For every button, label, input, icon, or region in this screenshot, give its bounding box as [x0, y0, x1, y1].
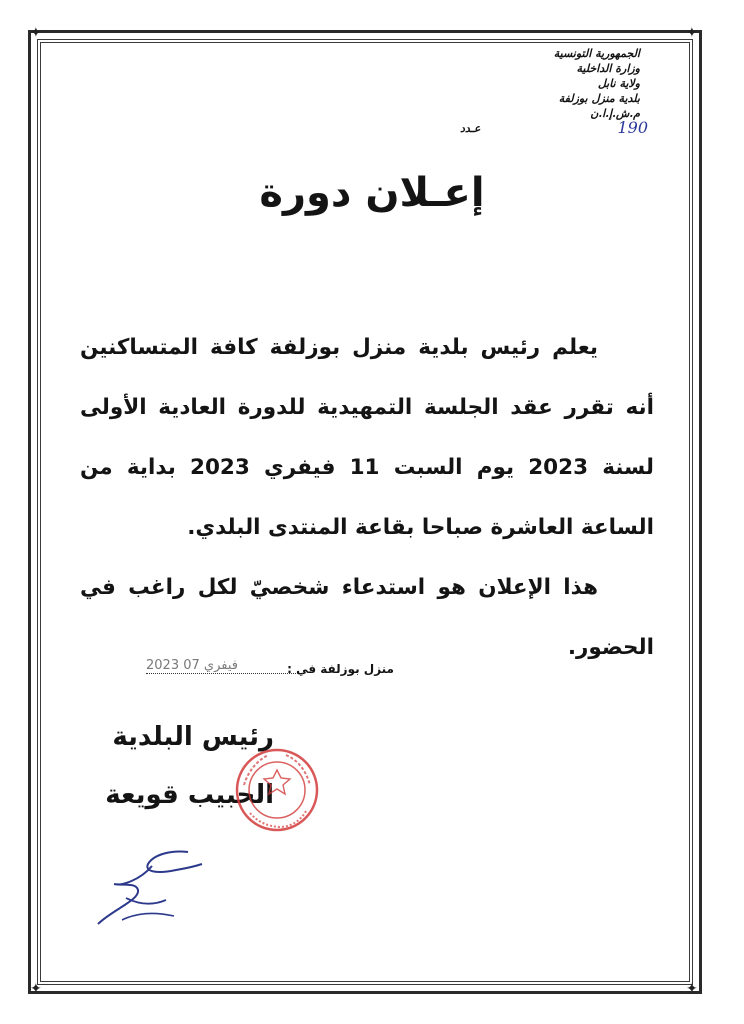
date-stamp: 2023 فيفري 07 [146, 658, 298, 674]
place-date-label: منزل بوزلفة في : [287, 662, 394, 676]
reference-number: 190 [617, 118, 648, 137]
letterhead-municipality: بلدية منزل بوزلفة [558, 92, 640, 105]
signatory-name: الحبيب قويعة [105, 780, 274, 810]
corner-ornament-icon: ✦ [30, 25, 42, 41]
official-seal-icon [232, 745, 322, 835]
letterhead-governorate: ولاية نابل [597, 77, 640, 90]
reference-label: عـدد [460, 122, 481, 135]
announcement-body [80, 318, 654, 678]
signatory-title: رئيس البلدية [112, 722, 274, 752]
handwritten-signature-icon [92, 840, 212, 930]
corner-ornament-icon: ✦ [686, 25, 698, 41]
corner-ornament-icon: ✦ [30, 981, 42, 997]
corner-ornament-icon: ✦ [686, 981, 698, 997]
page-title: إعـلان دورة [259, 170, 485, 216]
announcement-paragraph: هذا الإعلان هو استدعاء شخصيّ لكل راغب في الحضور. [80, 575, 654, 660]
letterhead [440, 46, 640, 136]
letterhead-country: الجمهورية التونسية [553, 47, 640, 60]
announcement-paragraph: يعلم رئيس بلدية منزل بوزلفة كافة المتساكنين أنه تقرر عقد الجلسة التمهيدية للدورة العادية الأولى لسنة 2023 يوم السبت 11 فيفري 2023 بداية من الساعة العاشرة صباحا بقاعة المنتدى البلدي. [80, 335, 654, 540]
letterhead-department: م.ش.إ.ا.ن [590, 107, 640, 120]
letterhead-ministry: وزارة الداخلية [576, 62, 640, 75]
